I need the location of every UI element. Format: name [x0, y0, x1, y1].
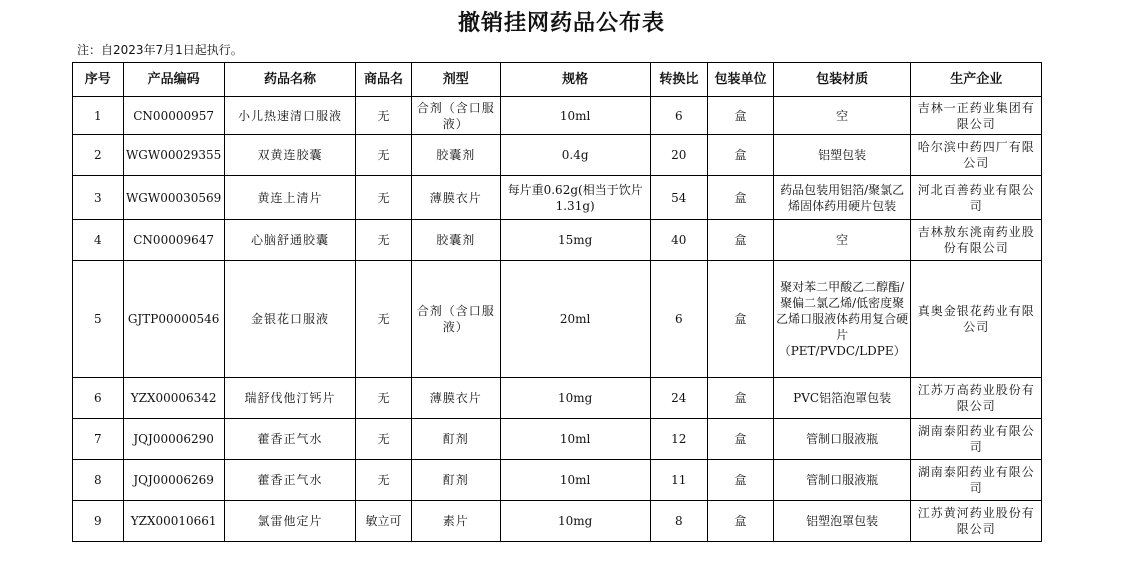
header-dosage-form: 剂型: [411, 63, 500, 97]
cell-spec: 每片重0.62g(相当于饮片1.31g): [500, 176, 650, 220]
cell-material: 铝塑泡罩包装: [773, 501, 911, 542]
header-brand: 商品名: [356, 63, 412, 97]
cell-ratio: 6: [650, 97, 708, 135]
cell-dosage-form: 合剂（含口服液）: [411, 261, 500, 378]
cell-maker: 湖南泰阳药业有限公司: [911, 419, 1042, 460]
cell-maker: 哈尔滨中药四厂有限公司: [911, 135, 1042, 176]
cell-material: 空: [773, 220, 911, 261]
cell-spec: 15mg: [500, 220, 650, 261]
cell-brand: 无: [356, 419, 412, 460]
cell-brand: 无: [356, 220, 412, 261]
header-drug-name: 药品名称: [224, 63, 355, 97]
cell-brand: 无: [356, 135, 412, 176]
cell-material: 管制口服液瓶: [773, 460, 911, 501]
cell-unit: 盒: [708, 176, 774, 220]
cell-spec: 10mg: [500, 501, 650, 542]
header-row: [73, 63, 1042, 97]
cell-ratio: 20: [650, 135, 708, 176]
cell-brand: 无: [356, 176, 412, 220]
cell-unit: 盒: [708, 261, 774, 378]
cell-dosage-form: 胶囊剂: [411, 220, 500, 261]
cell-brand: 无: [356, 460, 412, 501]
cell-maker: 江苏黄河药业股份有限公司: [911, 501, 1042, 542]
cell-ratio: 40: [650, 220, 708, 261]
cell-spec: 10ml: [500, 97, 650, 135]
cell-drug-name: 黄连上清片: [224, 176, 355, 220]
header-unit: 包装单位: [708, 63, 774, 97]
table-row: [73, 97, 1042, 135]
cell-dosage-form: 薄膜衣片: [411, 176, 500, 220]
cell-spec: 0.4g: [500, 135, 650, 176]
cell-no: 9: [73, 501, 124, 542]
effective-date-note: 注：自2023年7月1日起执行。: [77, 43, 243, 57]
table-row: [73, 261, 1042, 378]
table-row: [73, 176, 1042, 220]
table-row: [73, 378, 1042, 419]
cell-maker: 河北百善药业有限公司: [911, 176, 1042, 220]
cell-material: 空: [773, 97, 911, 135]
cell-no: 7: [73, 419, 124, 460]
cell-dosage-form: 酊剂: [411, 419, 500, 460]
cell-dosage-form: 素片: [411, 501, 500, 542]
table-row: [73, 419, 1042, 460]
cell-drug-name: 藿香正气水: [224, 460, 355, 501]
cell-maker: 湖南泰阳药业有限公司: [911, 460, 1042, 501]
cell-no: 2: [73, 135, 124, 176]
cell-code: WGW00029355: [123, 135, 224, 176]
cell-code: JQJ00006290: [123, 419, 224, 460]
cell-material: 药品包装用铝箔/聚氯乙烯固体药用硬片包装: [773, 176, 911, 220]
cell-ratio: 12: [650, 419, 708, 460]
cell-drug-name: 金银花口服液: [224, 261, 355, 378]
cell-code: YZX00010661: [123, 501, 224, 542]
cell-spec: 10mg: [500, 378, 650, 419]
cell-no: 4: [73, 220, 124, 261]
cell-no: 3: [73, 176, 124, 220]
cell-maker: 江苏万高药业股份有限公司: [911, 378, 1042, 419]
cell-unit: 盒: [708, 378, 774, 419]
cell-drug-name: 双黄连胶囊: [224, 135, 355, 176]
cell-ratio: 8: [650, 501, 708, 542]
cell-dosage-form: 胶囊剂: [411, 135, 500, 176]
cell-material: 聚对苯二甲酸乙二醇酯/聚偏二氯乙烯/低密度聚乙烯口服液体药用复合硬片（PET/PVDC/LDPE）: [773, 261, 911, 378]
table-row: [73, 220, 1042, 261]
cell-no: 1: [73, 97, 124, 135]
cell-no: 8: [73, 460, 124, 501]
cell-no: 5: [73, 261, 124, 378]
table-row: [73, 135, 1042, 176]
page-title: 撤销挂网药品公布表: [457, 11, 665, 36]
cell-brand: 无: [356, 97, 412, 135]
cell-no: 6: [73, 378, 124, 419]
cell-brand: 无: [356, 261, 412, 378]
cell-spec: 10ml: [500, 419, 650, 460]
cell-dosage-form: 薄膜衣片: [411, 378, 500, 419]
cell-spec: 10ml: [500, 460, 650, 501]
cell-code: CN00000957: [123, 97, 224, 135]
cell-unit: 盒: [708, 135, 774, 176]
cell-drug-name: 瑞舒伐他汀钙片: [224, 378, 355, 419]
header-material: 包装材质: [773, 63, 911, 97]
cell-maker: 真奥金银花药业有限公司: [911, 261, 1042, 378]
withdrawn-drugs-table: [72, 62, 1042, 542]
header-ratio: 转换比: [650, 63, 708, 97]
cell-maker: 吉林一正药业集团有限公司: [911, 97, 1042, 135]
cell-drug-name: 心脑舒通胶囊: [224, 220, 355, 261]
cell-brand: 敏立可: [356, 501, 412, 542]
cell-dosage-form: 酊剂: [411, 460, 500, 501]
header-maker: 生产企业: [911, 63, 1042, 97]
cell-ratio: 24: [650, 378, 708, 419]
cell-code: YZX00006342: [123, 378, 224, 419]
cell-code: JQJ00006269: [123, 460, 224, 501]
cell-unit: 盒: [708, 97, 774, 135]
cell-code: CN00009647: [123, 220, 224, 261]
cell-dosage-form: 合剂（含口服液）: [411, 97, 500, 135]
table-row: [73, 501, 1042, 542]
cell-drug-name: 氯雷他定片: [224, 501, 355, 542]
cell-material: 管制口服液瓶: [773, 419, 911, 460]
cell-drug-name: 藿香正气水: [224, 419, 355, 460]
cell-code: GJTP00000546: [123, 261, 224, 378]
cell-material: 铝塑包装: [773, 135, 911, 176]
cell-drug-name: 小儿热速清口服液: [224, 97, 355, 135]
cell-ratio: 11: [650, 460, 708, 501]
header-spec: 规格: [500, 63, 650, 97]
cell-spec: 20ml: [500, 261, 650, 378]
table-row: [73, 460, 1042, 501]
cell-unit: 盒: [708, 419, 774, 460]
cell-ratio: 54: [650, 176, 708, 220]
header-no: 序号: [73, 63, 124, 97]
cell-maker: 吉林敖东洮南药业股份有限公司: [911, 220, 1042, 261]
cell-material: PVC铝箔泡罩包装: [773, 378, 911, 419]
cell-unit: 盒: [708, 220, 774, 261]
cell-unit: 盒: [708, 460, 774, 501]
cell-brand: 无: [356, 378, 412, 419]
cell-ratio: 6: [650, 261, 708, 378]
header-code: 产品编码: [123, 63, 224, 97]
cell-code: WGW00030569: [123, 176, 224, 220]
cell-unit: 盒: [708, 501, 774, 542]
